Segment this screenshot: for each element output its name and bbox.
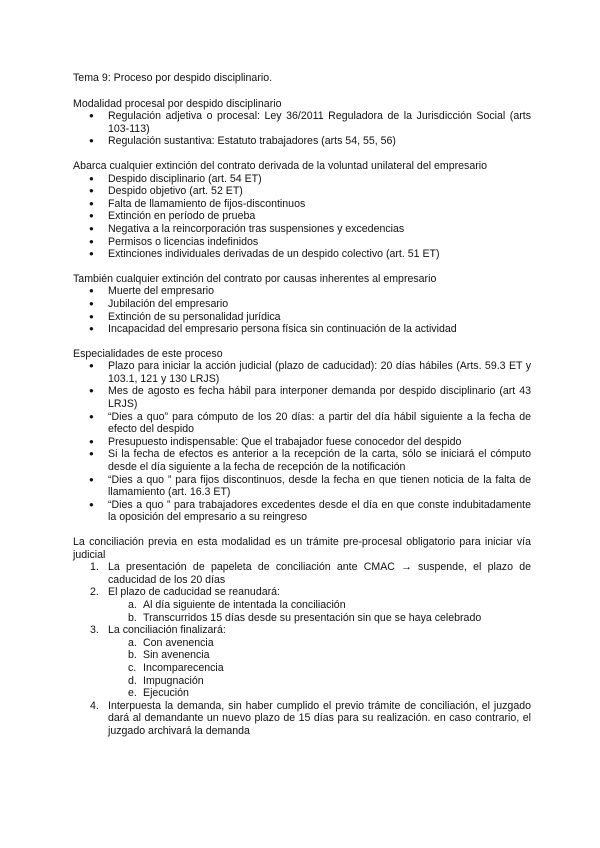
- sub-item: [73, 649, 531, 662]
- list-item: ● Despido disciplinario (art. 54 ET): [73, 173, 531, 186]
- list-item: ● Despido objetivo (art. 52 ET): [73, 185, 531, 198]
- item-number: 2.: [90, 586, 99, 599]
- list-item: ● “Dies a quo” para cómputo de los 20 días: a partir del día hábil siguiente a la fecha de efecto del despido: [73, 411, 531, 436]
- section-heading: Especialidades de este proceso: [73, 347, 223, 360]
- item-text: La conciliación finalizará:: [108, 624, 226, 637]
- list-item: ● Mes de agosto es fecha hábil para interponer demanda por despido disciplinario (art 43 LRJS): [73, 385, 531, 410]
- section-heading: Modalidad procesal por despido disciplinario: [73, 97, 282, 110]
- numbered-item: [73, 700, 531, 738]
- list-item: ● Si la fecha de efectos es anterior a la recepción de la carta, sólo se iniciará el cómputo desde el día siguiente a la fecha de recepción de la notificación: [73, 448, 531, 473]
- section-heading: También cualquier extinción del contrato por causas inherentes al empresario: [73, 272, 437, 285]
- sub-item-letter: d.: [128, 674, 137, 687]
- list-item: ● Muerte del empresario: [73, 285, 531, 298]
- item-text: El plazo de caducidad se reanudará:: [108, 586, 280, 599]
- section-abarca: [73, 160, 531, 261]
- section-tambien: [73, 273, 531, 336]
- section-heading: Abarca cualquier extinción del contrato derivada de la voluntad unilateral del empresario: [73, 159, 487, 172]
- numbered-item: [73, 624, 531, 637]
- list-item: ● Presupuesto indispensable: Que el trabajador fuese conocedor del despido: [73, 436, 531, 449]
- sub-item-text: Sin avenencia: [143, 649, 210, 662]
- list-item: ● Negativa a la reincorporación tras suspensiones y excedencias: [73, 223, 531, 236]
- sub-item: [73, 675, 531, 688]
- sub-item-letter: a.: [128, 598, 137, 611]
- bullet-list: [73, 285, 531, 335]
- sub-item-letter: b.: [128, 649, 137, 662]
- document-title: Tema 9: Proceso por despido disciplinario.: [73, 72, 273, 84]
- document-body: [73, 72, 531, 750]
- numbered-item: [73, 561, 531, 586]
- list-item: ● Extinciones individuales derivadas de un despido colectivo (art. 51 ET): [73, 248, 531, 261]
- sub-item-text: Al día siguiente de intentada la conciliación: [143, 598, 346, 611]
- list-item: ● Regulación adjetiva o procesal: Ley 36/2011 Reguladora de la Jurisdicción Social (arts 103-113): [73, 110, 531, 135]
- sub-item-text: Impugnación: [143, 674, 204, 687]
- list-item: ● Falta de llamamiento de fijos-discontinuos: [73, 198, 531, 211]
- list-item: ● Jubilación del empresario: [73, 298, 531, 311]
- bullet-list: [73, 173, 531, 261]
- section-especialidades: [73, 348, 531, 524]
- list-item: ● Plazo para iniciar la acción judicial (plazo de caducidad): 20 días hábiles (Arts. 59.3 ET y 103.1, 121 y 130 LRJS): [73, 360, 531, 385]
- item-text: La presentación de papeleta de conciliación ante CMAC → suspende, el plazo de caducidad de los 20 días: [108, 561, 531, 586]
- section-conciliacion: [73, 536, 531, 738]
- list-item: ● Permisos o licencias indefinidos: [73, 236, 531, 249]
- list-item: ● “Dies a quo ” para fijos discontinuos, desde la fecha en que tienen noticia de la falta de llamamiento (art. 16.3 ET): [73, 474, 531, 499]
- list-item: ● “Dies a quo ” para trabajadores excedentes desde el día en que conste indubitadamente la oposición del empresario a su reingreso: [73, 499, 531, 524]
- sub-item-letter: a.: [128, 636, 137, 649]
- section-intro: La conciliación previa en esta modalidad es un trámite pre-procesal obligatorio para iniciar vía judicial: [73, 536, 531, 561]
- sub-item-text: Ejecución: [143, 687, 189, 700]
- sub-item-letter: c.: [128, 661, 137, 674]
- list-item: ● Extinción de su personalidad jurídica: [73, 311, 531, 324]
- sub-item-text: Incomparecencia: [143, 661, 224, 674]
- sub-item-text: Con avenencia: [143, 636, 214, 649]
- list-item: ● Incapacidad del empresario persona física sin continuación de la actividad: [73, 323, 531, 336]
- sub-item: [73, 637, 531, 650]
- sub-item: [73, 599, 531, 612]
- item-text: Interpuesta la demanda, sin haber cumplido el previo trámite de conciliación, el juzgado dará al demandante un nuevo plazo de 15 días para su realización. en caso contrario, el juzgado archivará la demanda: [108, 699, 531, 737]
- sub-item: [73, 612, 531, 625]
- sub-item: [73, 662, 531, 675]
- list-item: ● Extinción en período de prueba: [73, 210, 531, 223]
- sub-item-letter: e.: [128, 687, 137, 700]
- section-modalidad: [73, 98, 531, 148]
- sub-item-letter: b.: [128, 611, 137, 624]
- item-number: 3.: [90, 624, 99, 637]
- bullet-list: [73, 110, 531, 148]
- item-number: 4.: [90, 699, 99, 712]
- bullet-list: [73, 360, 531, 524]
- sub-item-text: Transcurridos 15 días desde su presentación sin que se haya celebrado: [143, 611, 482, 624]
- sub-item: [73, 687, 531, 700]
- item-number: 1.: [90, 561, 99, 574]
- list-item: ● Regulación sustantiva: Estatuto trabajadores (arts 54, 55, 56): [73, 135, 531, 148]
- numbered-item: [73, 586, 531, 599]
